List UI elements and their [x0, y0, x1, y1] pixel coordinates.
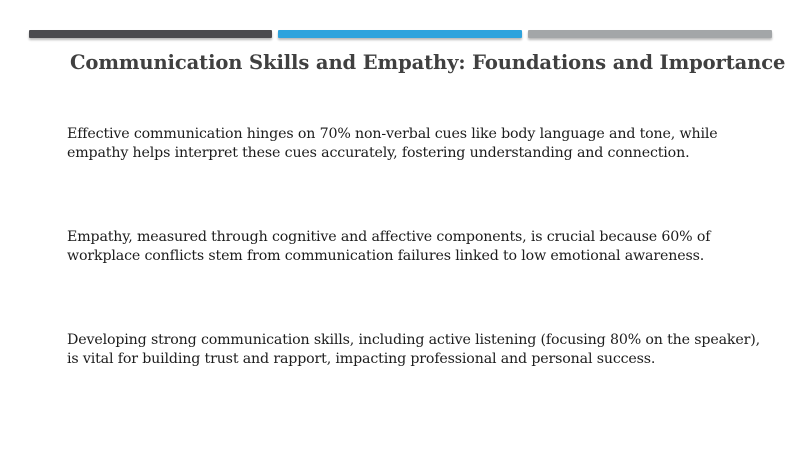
body-paragraph — [67, 331, 767, 369]
paragraph-line: Developing strong communication skills, including active listening (focusing 80% on the speaker), — [67, 332, 760, 348]
body-paragraph — [67, 125, 767, 163]
body-paragraph — [67, 228, 767, 266]
paragraph-line: Effective communication hinges on 70% non-verbal cues like body language and tone, while — [67, 126, 718, 142]
paragraph-line: is vital for building trust and rapport, impacting professional and personal success. — [67, 351, 656, 367]
paragraph-line: workplace conflicts stem from communication failures linked to low emotional awareness. — [67, 248, 705, 264]
accent-bar-gray — [528, 30, 772, 38]
paragraph-line: empathy helps interpret these cues accurately, fostering understanding and connection. — [67, 145, 690, 161]
slide-title: Communication Skills and Empathy: Foundations and Importance — [70, 51, 786, 74]
accent-bar-blue — [278, 30, 522, 38]
top-accent-bars — [29, 30, 772, 38]
paragraph-line: Empathy, measured through cognitive and affective components, is crucial because 60% of — [67, 229, 711, 245]
accent-bar-dark — [29, 30, 272, 38]
